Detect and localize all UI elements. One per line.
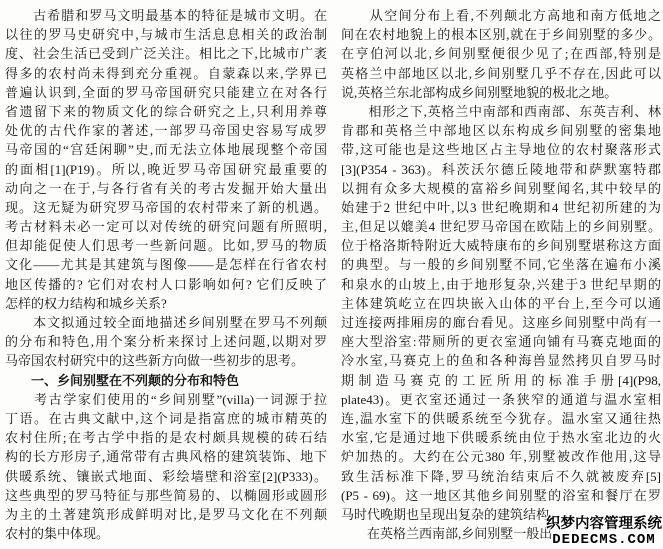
left-text-column <box>5 6 327 543</box>
dedecms-watermark <box>546 516 662 549</box>
text-line: 位于格洛斯特附近大威特康布的乡间别墅堪称这方面 <box>341 238 661 254</box>
right-text-column <box>341 6 661 543</box>
text-line: 连,温水室下的供暖系统至今犹存。温水室又通往热 <box>341 410 661 426</box>
text-line: 省遗留下来的物质文化的综合研究之上,只利用养尊 <box>5 103 327 119</box>
text-line: 过连接两排厢房的廊台看见。这座乡间别墅中尚有一 <box>341 315 661 330</box>
text-line: 的典型。与一般的乡间别墅不同,它坐落在遍布小溪 <box>341 257 661 273</box>
text-line: 处优的古代作家的著述,一部罗马帝国史容易写成罗 <box>5 123 327 139</box>
text-line: 马帝国的“宫廷闲聊”史,而无法立体地展现整个帝国 <box>5 142 327 158</box>
text-line: 冷水室,马赛克上的鱼和各种海兽显然拷贝自罗马时 <box>341 353 661 369</box>
text-line: 考古材料未必一定可以对传统的研究问题有所照明, <box>5 219 327 235</box>
text-line: 农村住所;在考古学中指的是农村颇具规模的砖石结 <box>5 430 327 446</box>
text-line: 为主的土著建筑形成鲜明对比,是罗马文化在不列颠 <box>5 506 327 522</box>
text-line: 炉加热的。大约在公元380 年,别墅被改作他用,这导 <box>341 449 661 465</box>
text-line: 主,但足以媲美4 世纪罗马帝国在欧陆上的乡间别墅。 <box>341 219 661 235</box>
text-line: 和泉水的山坡上,由于地形复杂,兴建于3 世纪早期的 <box>341 276 661 292</box>
text-line: 始建于2 世纪中叶,以3 世纪晚期和4 世纪初所建的为 <box>341 199 661 215</box>
text-line: 得多的农村尚未得到充分重视。自蒙森以来,学界已 <box>5 65 327 81</box>
text-line: 这些典型的罗马特征与那些简易的、以椭圆形或圆形 <box>5 487 327 503</box>
text-line: [3](P354 - 363)。科茨沃尔德丘陵地带和萨默塞特郡 <box>341 161 661 177</box>
text-line: 怎样的权力结构和城乡关系? <box>5 295 167 311</box>
text-line: 主体建筑屹立在四块嵌入山体的平台上,至今可以通 <box>341 295 661 311</box>
watermark-domain-text: DEDECMS.COM <box>552 532 656 548</box>
text-line: 地区传播的? 它们对农村人口影响如何? 它们反映了 <box>5 276 327 292</box>
text-line: 马时代晚期也呈现出复杂的建筑结构。 <box>341 506 563 522</box>
text-line: 相形之下,英格兰中南部和西南部、东英吉利、林 <box>341 103 661 119</box>
text-line: 期制造马赛克的工匠所用的标准手册[4](P98, <box>341 372 661 388</box>
text-line: 现。这无疑为研究罗马帝国的农村带来了新的机遇。 <box>5 199 327 215</box>
text-line: 供暖系统、镶嵌式地面、彩绘墙壁和浴室[2](P333)。 <box>5 468 327 484</box>
watermark-chinese-text: 织梦内容管理系统 <box>546 516 662 532</box>
text-line: 马帝国农村研究中的这些新方向做一些初步的思考。 <box>5 353 305 369</box>
text-line: 带,这可能也是这些地区占主导地位的农村聚落形式 <box>341 142 661 158</box>
text-line: 的面相[1](P19)。所以,晚近罗马帝国研究最重要的 <box>5 161 327 177</box>
text-line: 度、社会生活已受到广泛关注。相比之下,比城市广袤 <box>5 46 327 62</box>
text-line: 古希腊和罗马文明最基本的特征是城市文明。在 <box>5 8 327 23</box>
text-line: 普遍认识到,全面的罗马帝国研究只能建立在对各行 <box>5 84 327 100</box>
text-line: 在亨伯河以北,乡间别墅便很少见了;在西部,特别是 <box>341 46 661 62</box>
text-line: 水室,它是通过地下供暖系统由位于热水室北边的火 <box>341 430 661 446</box>
text-line: 但却能促使人们思考一些新问题。比如,罗马的物质 <box>5 238 327 254</box>
text-line: 英格兰中部地区以北,乡间别墅几乎不存在,因此可以 <box>341 65 661 81</box>
text-line: 肯郡和英格兰中部地区以东构成乡间别墅的密集地 <box>341 123 661 139</box>
text-line: 的分布和特色,用个案分析来探讨上述问题,以期对罗 <box>5 334 327 350</box>
text-line: 农村的集中体现。 <box>5 526 110 542</box>
text-line: 动向之一在于,与各行省有关的考古发掘开始大量出 <box>5 180 327 196</box>
text-line: 构的长方形房子,通常带有古典风格的建筑装饰、地下 <box>5 449 327 465</box>
text-line: 文化——尤其是其建筑与图像——是怎样在行省农村 <box>5 257 327 273</box>
section-heading: 一、乡间别墅在不列颠的分布和特色 <box>5 372 240 388</box>
text-line: 间在农村地貌上的根本区别,就在于乡间别墅的多少。 <box>341 27 661 43</box>
text-line: 丁语。在古典文献中,这个词是指富庶的城市精英的 <box>5 410 327 426</box>
text-line: 座大型浴室:带厕所的更衣室通向铺有马赛克地面的 <box>341 334 661 350</box>
text-line: 致生活标准下降,罗马统治结束后不久就被废弃[5] <box>341 468 661 484</box>
text-line: 考古学家们使用的“乡间别墅”(villa)一词源于拉 <box>5 391 327 407</box>
text-line: 从空间分布上看,不列颠北方高地和南方低地之 <box>341 8 661 23</box>
text-line: 本文拟通过较全面地描述乡间别墅在罗马不列颠 <box>5 315 327 330</box>
text-line: plate43)。更衣室还通过一条狭窄的通道与温水室相 <box>341 391 661 407</box>
text-line: (P5 - 69)。这一地区其他乡间别墅的浴室和餐厅在罗 <box>341 487 661 503</box>
text-line: 在英格兰西南部,乡间别墅一般出 <box>341 526 553 542</box>
text-line: 说,英格兰东北部构成乡间别墅地貌的极北之地。 <box>341 84 618 100</box>
text-line: 以拥有众多大规模的富裕乡间别墅闻名,其中较早的 <box>341 180 661 196</box>
text-line: 以往的罗马史研究中,与城市生活息息相关的政治制 <box>5 27 327 43</box>
